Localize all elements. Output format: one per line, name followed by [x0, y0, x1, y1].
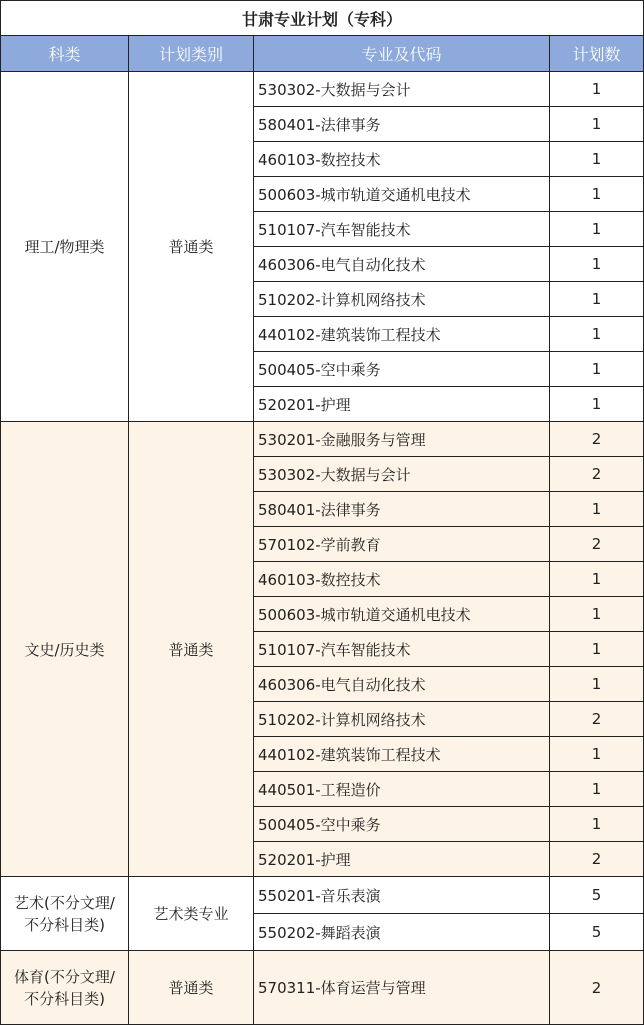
count-cell: 1: [550, 737, 644, 772]
count-cell: 1: [550, 492, 644, 527]
table-body: [1, 72, 644, 1025]
count-cell: 1: [550, 352, 644, 387]
major-cell: 510107-汽车智能技术: [254, 632, 550, 667]
major-cell: 520201-护理: [254, 842, 550, 877]
count-cell: 1: [550, 562, 644, 597]
count-cell: 2: [550, 422, 644, 457]
count-cell: 2: [550, 457, 644, 492]
major-cell: 530302-大数据与会计: [254, 457, 550, 492]
count-cell: 1: [550, 282, 644, 317]
count-cell: 1: [550, 807, 644, 842]
count-cell: 2: [550, 527, 644, 562]
major-cell: 530201-金融服务与管理: [254, 422, 550, 457]
major-cell: 580401-法律事务: [254, 492, 550, 527]
major-cell: 510107-汽车智能技术: [254, 212, 550, 247]
major-cell: 440102-建筑装饰工程技术: [254, 317, 550, 352]
table-row: [1, 72, 644, 107]
major-cell: 510202-计算机网络技术: [254, 282, 550, 317]
count-cell: 1: [550, 177, 644, 212]
category-cell: 文史/历史类: [1, 422, 129, 877]
major-cell: 550202-舞蹈表演: [254, 914, 550, 951]
major-cell: 460306-电气自动化技术: [254, 667, 550, 702]
major-cell: 570102-学前教育: [254, 527, 550, 562]
major-cell: 500603-城市轨道交通机电技术: [254, 177, 550, 212]
category-cell: [1, 951, 129, 1025]
header-major: 专业及代码: [254, 36, 550, 72]
count-cell: 2: [550, 951, 644, 1025]
major-cell: 580401-法律事务: [254, 107, 550, 142]
table-row: [1, 877, 644, 914]
major-cell: 500603-城市轨道交通机电技术: [254, 597, 550, 632]
category-cell: [1, 877, 129, 951]
count-cell: 5: [550, 914, 644, 951]
table-row: [1, 951, 644, 1025]
count-cell: 1: [550, 72, 644, 107]
major-cell: 570311-体育运营与管理: [254, 951, 550, 1025]
count-cell: 1: [550, 212, 644, 247]
major-cell: 440501-工程造价: [254, 772, 550, 807]
major-cell: 500405-空中乘务: [254, 352, 550, 387]
plan-type-cell: 艺术类专业: [129, 877, 254, 951]
major-cell: 550201-音乐表演: [254, 877, 550, 914]
major-cell: 510202-计算机网络技术: [254, 702, 550, 737]
count-cell: 1: [550, 247, 644, 282]
count-cell: 2: [550, 702, 644, 737]
header-category: 科类: [1, 36, 129, 72]
major-cell: 530302-大数据与会计: [254, 72, 550, 107]
plan-type-cell: 普通类: [129, 422, 254, 877]
major-cell: 460306-电气自动化技术: [254, 247, 550, 282]
count-cell: 1: [550, 772, 644, 807]
major-cell: 440102-建筑装饰工程技术: [254, 737, 550, 772]
count-cell: 1: [550, 317, 644, 352]
table-row: [1, 422, 644, 457]
count-cell: 1: [550, 632, 644, 667]
major-cell: 500405-空中乘务: [254, 807, 550, 842]
count-cell: 1: [550, 597, 644, 632]
count-cell: 1: [550, 387, 644, 422]
category-line: 不分科目类): [24, 989, 105, 1008]
count-cell: 2: [550, 842, 644, 877]
header-plan-type: 计划类别: [129, 36, 254, 72]
count-cell: 5: [550, 877, 644, 914]
category-cell: 理工/物理类: [1, 72, 129, 422]
count-cell: 1: [550, 107, 644, 142]
count-cell: 1: [550, 667, 644, 702]
count-cell: 1: [550, 142, 644, 177]
table-title: 甘肃专业计划（专科）: [1, 1, 644, 36]
major-cell: 520201-护理: [254, 387, 550, 422]
major-cell: 460103-数控技术: [254, 562, 550, 597]
category-line: 艺术(不分文理/: [14, 893, 115, 912]
category-line: 体育(不分文理/: [14, 967, 115, 986]
plan-type-cell: 普通类: [129, 951, 254, 1025]
plan-type-cell: 普通类: [129, 72, 254, 422]
major-cell: 460103-数控技术: [254, 142, 550, 177]
header-count: 计划数: [550, 36, 644, 72]
category-line: 不分科目类): [24, 915, 105, 934]
